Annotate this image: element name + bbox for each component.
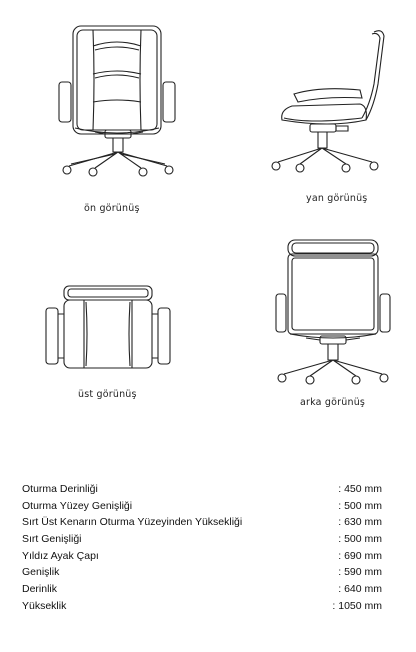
front-view-drawing xyxy=(55,20,185,180)
back-view-caption: arka görünüş xyxy=(300,397,366,408)
top-view-caption: üst görünüş xyxy=(78,389,137,400)
back-view-drawing xyxy=(272,238,394,388)
top-view-drawing xyxy=(44,284,172,374)
side-view-caption: yan görünüş xyxy=(306,193,368,204)
spec-label: Yükseklik xyxy=(22,599,67,612)
spec-row-height xyxy=(22,598,382,615)
spec-row-seat-depth xyxy=(22,481,382,498)
spec-row-seat-width xyxy=(22,498,382,515)
spec-row-back-height xyxy=(22,514,382,531)
side-view-drawing xyxy=(270,24,390,174)
spec-row-base-diameter xyxy=(22,548,382,565)
spec-label: Sırt Genişliği xyxy=(22,533,82,546)
spec-row-width xyxy=(22,564,382,581)
spec-value: : 450 mm xyxy=(338,483,382,495)
spec-value: : 630 mm xyxy=(338,516,382,529)
spec-label: Yıldız Ayak Çapı xyxy=(22,549,99,562)
spec-value: : 500 mm xyxy=(338,499,382,512)
spec-value: : 640 mm xyxy=(338,583,382,596)
spec-label: Genişlik xyxy=(22,566,60,579)
spec-row-depth xyxy=(22,581,382,598)
spec-label: Oturma Derinliği xyxy=(22,483,98,495)
spec-label: Oturma Yüzey Genişliği xyxy=(22,499,133,512)
spec-value: : 590 mm xyxy=(338,566,382,579)
spec-label: Sırt Üst Kenarın Oturma Yüzeyinden Yüksekliği xyxy=(22,516,243,529)
spec-value: : 690 mm xyxy=(338,549,382,562)
spec-row-back-width xyxy=(22,531,382,548)
front-view-caption: ön görünüş xyxy=(84,203,140,214)
spec-value: : 1050 mm xyxy=(332,599,382,612)
spec-value: : 500 mm xyxy=(338,533,382,546)
spec-label: Derinlik xyxy=(22,583,58,596)
specifications-list xyxy=(22,481,382,615)
